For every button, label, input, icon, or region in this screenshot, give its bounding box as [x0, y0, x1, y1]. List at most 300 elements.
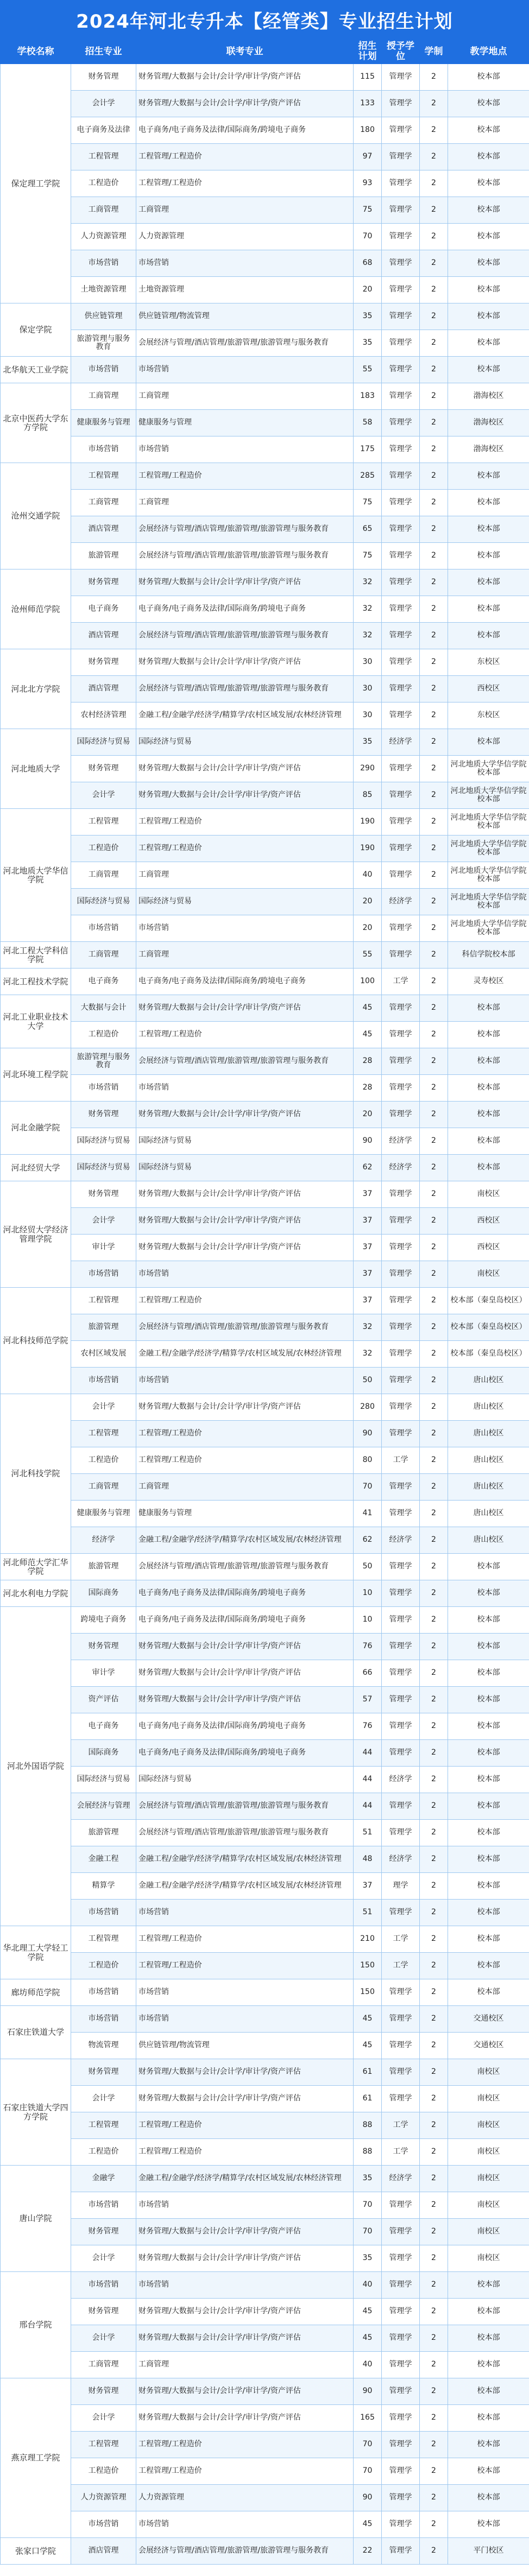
table-row [1, 2086, 529, 2112]
cell-major: 市场营销 [71, 1261, 136, 1288]
cell-degree: 管理学 [382, 1687, 420, 1713]
cell-years: 2 [420, 809, 448, 836]
cell-years: 2 [420, 1713, 448, 1740]
cell-major: 市场营销 [71, 436, 136, 463]
cell-major: 农村区域发展 [71, 1341, 136, 1368]
cell-plan: 175 [354, 436, 382, 463]
cell-major: 人力资源管理 [71, 2485, 136, 2511]
table-row [1, 277, 529, 303]
cell-major: 工程管理 [71, 809, 136, 836]
cell-major: 工程造价 [71, 2139, 136, 2166]
table-row [1, 1181, 529, 1208]
cell-place: 校本部 [448, 277, 529, 303]
table-row [1, 2325, 529, 2352]
cell-plan: 58 [354, 410, 382, 436]
cell-years: 2 [420, 756, 448, 782]
cell-years: 2 [420, 1474, 448, 1501]
cell-exam-major: 市场营销 [136, 2006, 354, 2033]
cell-exam-major: 工程管理/工程造价 [136, 170, 354, 197]
cell-school: 河北地质大学 [1, 729, 71, 809]
cell-major: 市场营销 [71, 1900, 136, 1926]
cell-major: 会计学 [71, 2405, 136, 2432]
cell-place: 校本部 [448, 1979, 529, 2006]
cell-exam-major: 国际经济与贸易 [136, 889, 354, 915]
table-row [1, 836, 529, 862]
table-row [1, 1607, 529, 1634]
cell-plan: 88 [354, 2112, 382, 2139]
cell-major: 会计学 [71, 2325, 136, 2352]
cell-plan: 80 [354, 1447, 382, 1474]
cell-degree: 管理学 [382, 2245, 420, 2272]
cell-plan: 62 [354, 1155, 382, 1181]
cell-years: 2 [420, 729, 448, 756]
cell-place: 校本部 [448, 516, 529, 543]
cell-plan: 210 [354, 1926, 382, 1953]
cell-years: 2 [420, 64, 448, 91]
header-major: 招生专业 [71, 40, 136, 64]
cell-place: 校本部 [448, 1075, 529, 1102]
cell-degree: 管理学 [382, 676, 420, 702]
cell-degree: 管理学 [382, 1820, 420, 1846]
cell-plan: 48 [354, 1846, 382, 1873]
cell-exam-major: 会展经济与管理/酒店管理/旅游管理/旅游管理与服务教育 [136, 330, 354, 357]
cell-major: 物流管理 [71, 2033, 136, 2059]
table-row [1, 490, 529, 516]
cell-exam-major: 财务管理/大数据与会计/会计学/审计学/资产评估 [136, 2299, 354, 2325]
table-row [1, 1926, 529, 1953]
cell-years: 2 [420, 2245, 448, 2272]
cell-exam-major: 国际经济与贸易 [136, 1767, 354, 1793]
table-row [1, 995, 529, 1022]
cell-degree: 管理学 [382, 1900, 420, 1926]
cell-major: 会计学 [71, 2245, 136, 2272]
cell-place: 唐山校区 [448, 1421, 529, 1447]
cell-major: 工程管理 [71, 1421, 136, 1447]
cell-exam-major: 财务管理/大数据与会计/会计学/审计学/资产评估 [136, 1660, 354, 1687]
cell-major: 会计学 [71, 91, 136, 117]
cell-major: 酒店管理 [71, 676, 136, 702]
cell-degree: 管理学 [382, 2432, 420, 2458]
cell-years: 2 [420, 1208, 448, 1235]
cell-degree: 经济学 [382, 1846, 420, 1873]
cell-years: 2 [420, 1314, 448, 1341]
cell-place: 校本部 [448, 64, 529, 91]
cell-degree: 管理学 [382, 756, 420, 782]
cell-years: 2 [420, 596, 448, 623]
cell-plan: 32 [354, 1341, 382, 1368]
cell-exam-major: 国际经济与贸易 [136, 729, 354, 756]
cell-place: 平门校区 [448, 2538, 529, 2565]
cell-major: 工程管理 [71, 1926, 136, 1953]
cell-place: 交通校区 [448, 2006, 529, 2033]
table-row [1, 889, 529, 915]
cell-years: 2 [420, 2538, 448, 2565]
cell-major: 供应链管理 [71, 303, 136, 330]
cell-school: 河北北方学院 [1, 649, 71, 729]
cell-degree: 管理学 [382, 1314, 420, 1341]
cell-place: 校本部 [448, 1713, 529, 1740]
cell-place: 校本部 [448, 224, 529, 250]
cell-degree: 管理学 [382, 2059, 420, 2086]
cell-degree: 管理学 [382, 596, 420, 623]
cell-place: 河北地质大学华信学院校本部 [448, 756, 529, 782]
table-row [1, 1208, 529, 1235]
cell-exam-major: 财务管理/大数据与会计/会计学/审计学/资产评估 [136, 64, 354, 91]
cell-plan: 50 [354, 1554, 382, 1580]
cell-school: 河北经贸大学经济管理学院 [1, 1181, 71, 1288]
cell-exam-major: 市场营销 [136, 357, 354, 383]
table-row [1, 1580, 529, 1607]
cell-place: 校本部 [448, 1155, 529, 1181]
cell-plan: 35 [354, 303, 382, 330]
cell-school: 河北地质大学华信学院 [1, 809, 71, 942]
cell-exam-major: 市场营销 [136, 2192, 354, 2219]
cell-degree: 管理学 [382, 516, 420, 543]
cell-place: 校本部 [448, 1767, 529, 1793]
cell-degree: 管理学 [382, 170, 420, 197]
cell-exam-major: 金融工程/金融学/经济学/精算学/农村区域发展/农林经济管理 [136, 1846, 354, 1873]
cell-place: 南校区 [448, 2059, 529, 2086]
cell-place: 校本部 [448, 1793, 529, 1820]
cell-plan: 183 [354, 383, 382, 410]
cell-place: 校本部 [448, 490, 529, 516]
header-school: 学校名称 [1, 40, 71, 64]
table-row [1, 1740, 529, 1767]
cell-exam-major: 会展经济与管理/酒店管理/旅游管理/旅游管理与服务教育 [136, 2538, 354, 2565]
table-row [1, 2059, 529, 2086]
cell-major: 市场营销 [71, 2192, 136, 2219]
cell-exam-major: 会展经济与管理/酒店管理/旅游管理/旅游管理与服务教育 [136, 1314, 354, 1341]
table-body [1, 64, 529, 2565]
cell-plan: 35 [354, 2245, 382, 2272]
cell-place: 校本部 [448, 1048, 529, 1075]
table-row [1, 1447, 529, 1474]
cell-exam-major: 财务管理/大数据与会计/会计学/审计学/资产评估 [136, 2405, 354, 2432]
cell-exam-major: 财务管理/大数据与会计/会计学/审计学/资产评估 [136, 995, 354, 1022]
header-plan: 招生计划 [354, 40, 382, 64]
cell-degree: 管理学 [382, 2378, 420, 2405]
cell-plan: 41 [354, 1501, 382, 1527]
cell-place: 校本部 [448, 995, 529, 1022]
cell-place: 校本部 [448, 330, 529, 357]
cell-years: 2 [420, 1900, 448, 1926]
cell-exam-major: 工程管理/工程造价 [136, 1926, 354, 1953]
cell-years: 2 [420, 915, 448, 942]
cell-plan: 45 [354, 995, 382, 1022]
cell-school: 石家庄铁道大学 [1, 2006, 71, 2059]
cell-major: 经济学 [71, 1527, 136, 1554]
table-row [1, 1953, 529, 1979]
table-row [1, 756, 529, 782]
cell-exam-major: 市场营销 [136, 915, 354, 942]
cell-exam-major: 市场营销 [136, 1368, 354, 1394]
cell-school: 邢台学院 [1, 2272, 71, 2378]
cell-place: 河北地质大学华信学院校本部 [448, 782, 529, 809]
cell-place: 南校区 [448, 1261, 529, 1288]
cell-degree: 管理学 [382, 623, 420, 649]
cell-major: 市场营销 [71, 357, 136, 383]
cell-plan: 45 [354, 2006, 382, 2033]
cell-place: 南校区 [448, 2219, 529, 2245]
cell-degree: 管理学 [382, 2511, 420, 2538]
cell-plan: 45 [354, 2511, 382, 2538]
cell-years: 2 [420, 889, 448, 915]
cell-years: 2 [420, 2352, 448, 2378]
cell-school: 河北环境工程学院 [1, 1048, 71, 1102]
header-row [1, 40, 529, 64]
cell-plan: 97 [354, 144, 382, 170]
cell-years: 2 [420, 1048, 448, 1075]
table-row [1, 357, 529, 383]
cell-plan: 90 [354, 2378, 382, 2405]
cell-place: 渤海校区 [448, 410, 529, 436]
cell-place: 校本部 [448, 569, 529, 596]
cell-major: 财务管理 [71, 2378, 136, 2405]
cell-plan: 66 [354, 1660, 382, 1687]
cell-major: 国际商务 [71, 1580, 136, 1607]
cell-place: 校本部 [448, 1022, 529, 1048]
cell-plan: 70 [354, 1474, 382, 1501]
cell-years: 2 [420, 623, 448, 649]
cell-exam-major: 市场营销 [136, 1261, 354, 1288]
cell-degree: 管理学 [382, 702, 420, 729]
cell-major: 人力资源管理 [71, 224, 136, 250]
cell-degree: 管理学 [382, 809, 420, 836]
cell-place: 灵寿校区 [448, 969, 529, 995]
cell-major: 工程管理 [71, 144, 136, 170]
cell-school: 河北工业职业技术大学 [1, 995, 71, 1048]
cell-exam-major: 会展经济与管理/酒店管理/旅游管理/旅游管理与服务教育 [136, 1820, 354, 1846]
cell-exam-major: 财务管理/大数据与会计/会计学/审计学/资产评估 [136, 2059, 354, 2086]
cell-place: 南校区 [448, 1181, 529, 1208]
cell-major: 跨境电子商务 [71, 1607, 136, 1634]
cell-major: 会计学 [71, 2086, 136, 2112]
cell-major: 工程管理 [71, 463, 136, 490]
cell-place: 南校区 [448, 2086, 529, 2112]
cell-major: 工程管理 [71, 1288, 136, 1314]
cell-school: 沧州师范学院 [1, 569, 71, 649]
cell-place: 校本部 [448, 2299, 529, 2325]
table-row [1, 2432, 529, 2458]
cell-years: 2 [420, 144, 448, 170]
cell-exam-major: 财务管理/大数据与会计/会计学/审计学/资产评估 [136, 1102, 354, 1128]
cell-exam-major: 国际经济与贸易 [136, 1128, 354, 1155]
table-row [1, 2272, 529, 2299]
cell-exam-major: 工商管理 [136, 1474, 354, 1501]
table-row [1, 2006, 529, 2033]
table-row [1, 2112, 529, 2139]
cell-years: 2 [420, 490, 448, 516]
cell-degree: 管理学 [382, 117, 420, 144]
cell-years: 2 [420, 250, 448, 277]
cell-exam-major: 工程管理/工程造价 [136, 2432, 354, 2458]
table-row [1, 1820, 529, 1846]
cell-plan: 40 [354, 2272, 382, 2299]
cell-exam-major: 会展经济与管理/酒店管理/旅游管理/旅游管理与服务教育 [136, 1793, 354, 1820]
cell-years: 2 [420, 2086, 448, 2112]
cell-exam-major: 财务管理/大数据与会计/会计学/审计学/资产评估 [136, 2219, 354, 2245]
cell-place: 唐山校区 [448, 1501, 529, 1527]
cell-years: 2 [420, 1075, 448, 1102]
table-row [1, 1128, 529, 1155]
cell-years: 2 [420, 383, 448, 410]
table-row [1, 1474, 529, 1501]
cell-major: 审计学 [71, 1235, 136, 1261]
cell-plan: 32 [354, 569, 382, 596]
cell-degree: 管理学 [382, 782, 420, 809]
cell-exam-major: 财务管理/大数据与会计/会计学/审计学/资产评估 [136, 569, 354, 596]
cell-plan: 51 [354, 1900, 382, 1926]
cell-place: 校本部（秦皇岛校区） [448, 1341, 529, 1368]
cell-exam-major: 会展经济与管理/酒店管理/旅游管理/旅游管理与服务教育 [136, 543, 354, 569]
cell-years: 2 [420, 836, 448, 862]
cell-major: 旅游管理与服务教育 [71, 1048, 136, 1075]
cell-major: 会计学 [71, 1394, 136, 1421]
cell-years: 2 [420, 649, 448, 676]
table-row [1, 2511, 529, 2538]
cell-exam-major: 工程管理/工程造价 [136, 144, 354, 170]
enrollment-table [0, 39, 529, 2565]
cell-school: 保定学院 [1, 303, 71, 357]
cell-exam-major: 国际经济与贸易 [136, 1155, 354, 1181]
cell-years: 2 [420, 2139, 448, 2166]
cell-place: 西校区 [448, 1235, 529, 1261]
cell-place: 校本部（秦皇岛校区） [448, 1288, 529, 1314]
cell-place: 校本部 [448, 2325, 529, 2352]
cell-exam-major: 工程管理/工程造价 [136, 2112, 354, 2139]
cell-degree: 管理学 [382, 1288, 420, 1314]
cell-school: 北京中医药大学东方学院 [1, 383, 71, 463]
cell-major: 工程管理 [71, 2112, 136, 2139]
table-row [1, 1687, 529, 1713]
cell-exam-major: 财务管理/大数据与会计/会计学/审计学/资产评估 [136, 2325, 354, 2352]
cell-major: 财务管理 [71, 569, 136, 596]
cell-place: 校本部 [448, 596, 529, 623]
cell-place: 河北地质大学华信学院校本部 [448, 836, 529, 862]
cell-degree: 管理学 [382, 1554, 420, 1580]
cell-degree: 管理学 [382, 1022, 420, 1048]
cell-years: 2 [420, 782, 448, 809]
cell-years: 2 [420, 330, 448, 357]
cell-school: 河北工程技术学院 [1, 969, 71, 995]
cell-exam-major: 财务管理/大数据与会计/会计学/审计学/资产评估 [136, 1394, 354, 1421]
header-place: 教学地点 [448, 40, 529, 64]
cell-place: 河北地质大学华信学院校本部 [448, 809, 529, 836]
cell-degree: 管理学 [382, 1501, 420, 1527]
page-title: 2024年河北专升本【经管类】专业招生计划 [0, 0, 529, 39]
cell-major: 市场营销 [71, 250, 136, 277]
cell-plan: 35 [354, 330, 382, 357]
table-row [1, 1421, 529, 1447]
cell-years: 2 [420, 224, 448, 250]
cell-degree: 管理学 [382, 330, 420, 357]
cell-exam-major: 工程管理/工程造价 [136, 809, 354, 836]
cell-school: 燕京理工学院 [1, 2378, 71, 2538]
cell-major: 会展经济与管理 [71, 1793, 136, 1820]
cell-degree: 管理学 [382, 1394, 420, 1421]
cell-place: 渤海校区 [448, 383, 529, 410]
cell-years: 2 [420, 2219, 448, 2245]
cell-major: 财务管理 [71, 1102, 136, 1128]
cell-major: 土地资源管理 [71, 277, 136, 303]
cell-plan: 20 [354, 1102, 382, 1128]
cell-major: 工商管理 [71, 490, 136, 516]
cell-years: 2 [420, 2006, 448, 2033]
cell-years: 2 [420, 117, 448, 144]
cell-major: 旅游管理 [71, 1314, 136, 1341]
cell-years: 2 [420, 1447, 448, 1474]
table-row [1, 1846, 529, 1873]
cell-major: 电子商务 [71, 596, 136, 623]
cell-exam-major: 财务管理/大数据与会计/会计学/审计学/资产评估 [136, 649, 354, 676]
cell-degree: 管理学 [382, 1421, 420, 1447]
cell-place: 南校区 [448, 2245, 529, 2272]
cell-major: 财务管理 [71, 649, 136, 676]
cell-degree: 管理学 [382, 1181, 420, 1208]
cell-exam-major: 电子商务/电子商务及法律/国际商务/跨境电子商务 [136, 1713, 354, 1740]
table-row [1, 410, 529, 436]
cell-place: 校本部 [448, 623, 529, 649]
cell-years: 2 [420, 2405, 448, 2432]
cell-years: 2 [420, 436, 448, 463]
cell-years: 2 [420, 2112, 448, 2139]
cell-major: 健康服务与管理 [71, 1501, 136, 1527]
table-row [1, 2378, 529, 2405]
table-row [1, 2033, 529, 2059]
cell-exam-major: 工程管理/工程造价 [136, 2458, 354, 2485]
cell-exam-major: 健康服务与管理 [136, 1501, 354, 1527]
cell-place: 校本部 [448, 1128, 529, 1155]
cell-degree: 管理学 [382, 1607, 420, 1634]
cell-years: 2 [420, 410, 448, 436]
table-row [1, 596, 529, 623]
cell-years: 2 [420, 2485, 448, 2511]
cell-place: 南校区 [448, 2139, 529, 2166]
table-row [1, 2458, 529, 2485]
cell-degree: 管理学 [382, 2405, 420, 2432]
cell-years: 2 [420, 1368, 448, 1394]
cell-place: 河北地质大学华信学院校本部 [448, 862, 529, 889]
cell-exam-major: 工程管理/工程造价 [136, 1288, 354, 1314]
cell-degree: 管理学 [382, 1368, 420, 1394]
cell-plan: 37 [354, 1261, 382, 1288]
cell-degree: 管理学 [382, 1713, 420, 1740]
cell-plan: 40 [354, 862, 382, 889]
cell-major: 审计学 [71, 1660, 136, 1687]
cell-place: 校本部 [448, 1926, 529, 1953]
cell-major: 工商管理 [71, 1474, 136, 1501]
table-row [1, 969, 529, 995]
cell-place: 校本部 [448, 2272, 529, 2299]
cell-years: 2 [420, 2192, 448, 2219]
cell-major: 国际经济与贸易 [71, 1767, 136, 1793]
cell-plan: 20 [354, 889, 382, 915]
table-row [1, 809, 529, 836]
table-row [1, 383, 529, 410]
cell-exam-major: 工商管理 [136, 197, 354, 224]
cell-school: 唐山学院 [1, 2166, 71, 2272]
table-row [1, 1288, 529, 1314]
cell-degree: 管理学 [382, 1261, 420, 1288]
cell-plan: 76 [354, 1713, 382, 1740]
cell-plan: 90 [354, 1421, 382, 1447]
cell-exam-major: 电子商务/电子商务及法律/国际商务/跨境电子商务 [136, 596, 354, 623]
cell-plan: 55 [354, 357, 382, 383]
cell-plan: 51 [354, 1820, 382, 1846]
cell-major: 会计学 [71, 782, 136, 809]
cell-years: 2 [420, 2511, 448, 2538]
cell-plan: 44 [354, 1740, 382, 1767]
